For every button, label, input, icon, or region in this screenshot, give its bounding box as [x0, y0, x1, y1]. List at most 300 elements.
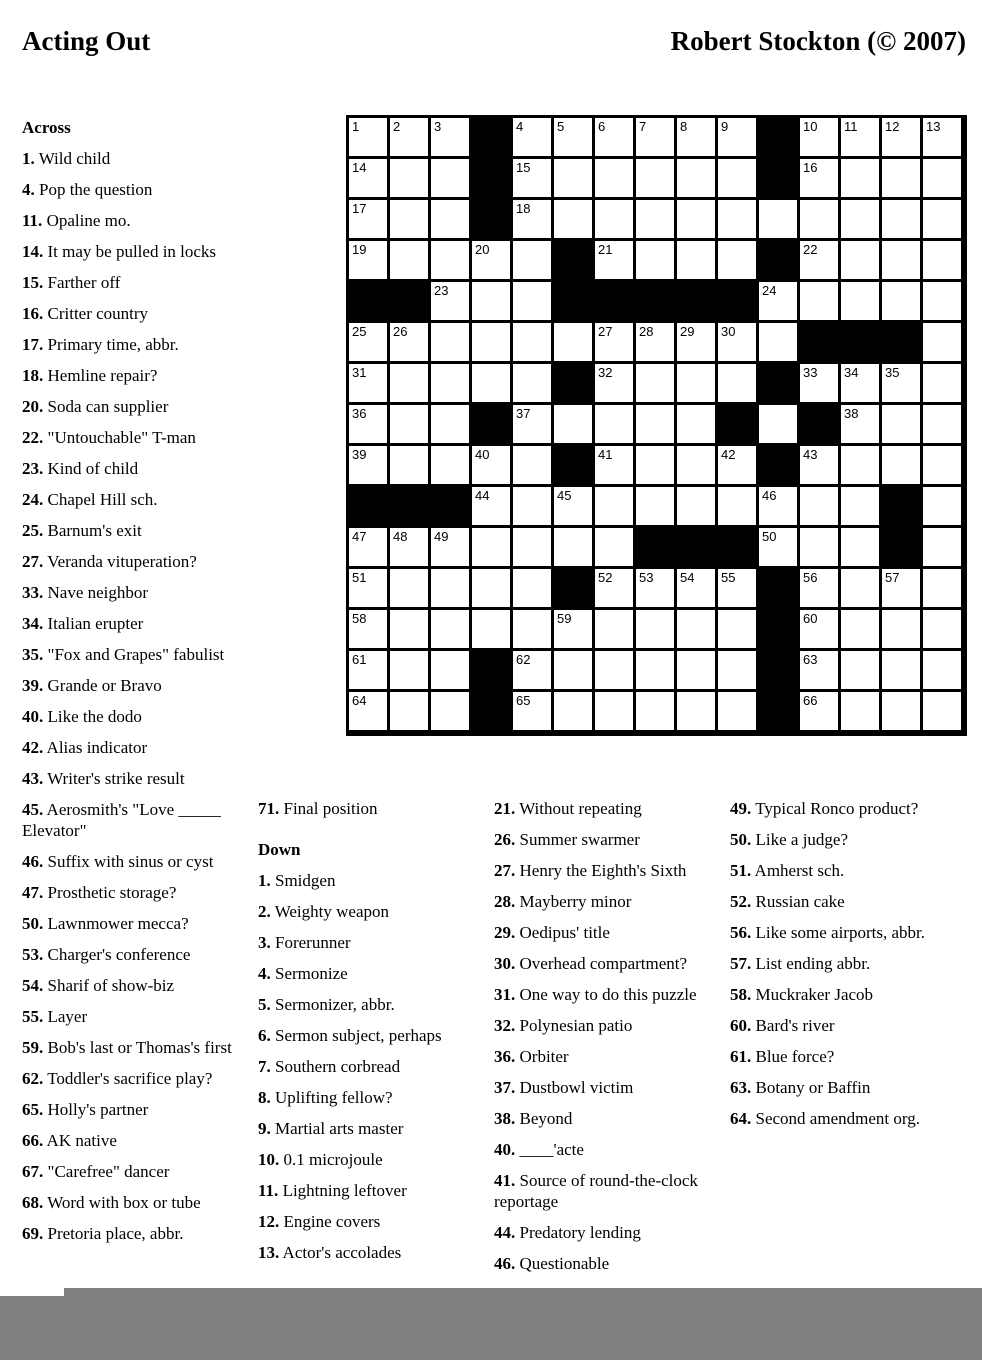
grid-cell[interactable] [759, 323, 797, 361]
grid-cell[interactable] [718, 446, 756, 484]
clue-text: "Fox and Grapes" fabulist [43, 645, 225, 664]
grid-cell[interactable] [677, 405, 715, 443]
clue-number: 4. [258, 964, 271, 983]
grid-cell[interactable] [841, 241, 879, 279]
black-square [472, 405, 510, 443]
grid-cell[interactable] [841, 364, 879, 402]
grid-cell[interactable] [513, 323, 551, 361]
grid-cell[interactable] [390, 405, 428, 443]
grid-cell[interactable] [800, 159, 838, 197]
clue-number: 6. [258, 1026, 271, 1045]
grid-cell[interactable] [554, 528, 592, 566]
clue-text: Blue force? [751, 1047, 835, 1066]
clue-text: Russian cake [751, 892, 845, 911]
grid-cell[interactable] [841, 487, 879, 525]
grid-cell[interactable] [513, 241, 551, 279]
black-square [472, 651, 510, 689]
grid-cell[interactable] [595, 159, 633, 197]
clue-text: Weighty weapon [270, 902, 389, 921]
grid-cell[interactable] [800, 446, 838, 484]
down-clue [730, 922, 960, 943]
grid-cell[interactable] [431, 200, 469, 238]
grid-cell[interactable] [472, 569, 510, 607]
cell-number: 60 [803, 611, 818, 626]
grid-cell[interactable] [636, 692, 674, 730]
across-clue [22, 675, 242, 696]
down-clue [258, 1056, 478, 1077]
grid-cell[interactable] [759, 487, 797, 525]
grid-cell[interactable] [841, 569, 879, 607]
clue-number: 47. [22, 883, 44, 902]
grid-cell[interactable] [390, 364, 428, 402]
grid-cell[interactable] [882, 610, 920, 648]
grid-cell[interactable] [513, 446, 551, 484]
grid-cell[interactable] [472, 364, 510, 402]
down-clue [494, 953, 714, 974]
grid-cell[interactable] [759, 528, 797, 566]
grid-cell[interactable] [882, 200, 920, 238]
grid-cell[interactable] [554, 487, 592, 525]
grid-cell[interactable] [349, 241, 387, 279]
grid-cell[interactable] [513, 610, 551, 648]
across-clue [22, 768, 242, 789]
grid-cell[interactable] [390, 159, 428, 197]
grid-cell[interactable] [677, 569, 715, 607]
clue-number: 1. [22, 149, 35, 168]
grid-cell[interactable] [595, 487, 633, 525]
grid-cell[interactable] [882, 282, 920, 320]
down-clue [258, 994, 478, 1015]
clue-number: 55. [22, 1007, 44, 1026]
grid-cell[interactable] [677, 487, 715, 525]
clue-text: Chapel Hill sch. [43, 490, 158, 509]
grid-cell[interactable] [677, 364, 715, 402]
grid-cell[interactable] [923, 405, 961, 443]
clue-number: 27. [494, 861, 516, 880]
cell-number: 31 [352, 365, 367, 380]
grid-cell[interactable] [595, 364, 633, 402]
grid-cell[interactable] [431, 569, 469, 607]
grid-cell[interactable] [431, 364, 469, 402]
clue-number: 49. [730, 799, 752, 818]
grid-cell[interactable] [800, 528, 838, 566]
grid-cell[interactable] [472, 528, 510, 566]
grid-cell[interactable] [677, 159, 715, 197]
grid-cell[interactable] [923, 323, 961, 361]
grid-cell[interactable] [349, 610, 387, 648]
black-square [800, 323, 838, 361]
grid-cell[interactable] [923, 487, 961, 525]
crossword-grid [346, 115, 967, 736]
grid-cell[interactable] [595, 405, 633, 443]
grid-cell[interactable] [390, 528, 428, 566]
clue-text: Pop the question [34, 180, 153, 199]
cell-number: 30 [721, 324, 736, 339]
grid-cell[interactable] [349, 323, 387, 361]
clue-number: 11. [22, 211, 43, 230]
across-clue [22, 303, 242, 324]
grid-cell[interactable] [390, 610, 428, 648]
down-clue [494, 984, 714, 1005]
grid-cell[interactable] [923, 692, 961, 730]
grid-cell[interactable] [923, 282, 961, 320]
grid-cell[interactable] [554, 323, 592, 361]
grid-cell[interactable] [513, 118, 551, 156]
clue-number: 27. [22, 552, 44, 571]
cell-number: 22 [803, 242, 818, 257]
grid-cell[interactable] [431, 241, 469, 279]
grid-cell[interactable] [554, 610, 592, 648]
grid-cell[interactable] [472, 241, 510, 279]
grid-cell[interactable] [800, 651, 838, 689]
clue-number: 37. [494, 1078, 516, 1097]
across-clue [22, 334, 242, 355]
grid-cell[interactable] [595, 118, 633, 156]
grid-cell[interactable] [431, 323, 469, 361]
black-square [390, 487, 428, 525]
grid-cell[interactable] [718, 200, 756, 238]
grid-cell[interactable] [759, 200, 797, 238]
grid-cell[interactable] [718, 692, 756, 730]
grid-cell[interactable] [554, 651, 592, 689]
clue-text: Pretoria place, abbr. [43, 1224, 184, 1243]
cell-number: 7 [639, 119, 647, 134]
clue-number: 52. [730, 892, 752, 911]
grid-cell[interactable] [882, 241, 920, 279]
cell-number: 44 [475, 488, 490, 503]
grid-cell[interactable] [349, 200, 387, 238]
grid-cell[interactable] [677, 323, 715, 361]
grid-cell[interactable] [554, 200, 592, 238]
grid-cell[interactable] [677, 200, 715, 238]
cell-number: 42 [721, 447, 736, 462]
clue-number: 59. [22, 1038, 44, 1057]
grid-cell[interactable] [349, 405, 387, 443]
grid-cell[interactable] [636, 200, 674, 238]
black-square [554, 282, 592, 320]
grid-cell[interactable] [431, 528, 469, 566]
grid-cell[interactable] [882, 569, 920, 607]
grid-cell[interactable] [841, 200, 879, 238]
grid-cell[interactable] [882, 692, 920, 730]
grid-cell[interactable] [554, 118, 592, 156]
clue-text: Predatory lending [515, 1223, 641, 1242]
across-clue [22, 520, 242, 541]
clue-number: 13. [258, 1243, 280, 1262]
grid-cell[interactable] [923, 651, 961, 689]
grid-cell[interactable] [677, 610, 715, 648]
grid-cell[interactable] [349, 569, 387, 607]
clue-number: 67. [22, 1162, 44, 1181]
grid-cell[interactable] [800, 487, 838, 525]
clue-number: 25. [22, 521, 44, 540]
grid-cell[interactable] [513, 528, 551, 566]
grid-cell[interactable] [841, 159, 879, 197]
across-clue [22, 365, 242, 386]
grid-cell[interactable] [636, 241, 674, 279]
grid-cell[interactable] [431, 692, 469, 730]
grid-cell[interactable] [595, 651, 633, 689]
clue-text: One way to do this puzzle [515, 985, 697, 1004]
grid-cell[interactable] [554, 159, 592, 197]
grid-cell[interactable] [841, 528, 879, 566]
black-square [759, 241, 797, 279]
grid-cell[interactable] [841, 282, 879, 320]
grid-cell[interactable] [595, 692, 633, 730]
down-clue [258, 870, 478, 891]
black-square [677, 528, 715, 566]
black-square [759, 364, 797, 402]
grid-cell[interactable] [595, 241, 633, 279]
grid-cell[interactable] [636, 487, 674, 525]
grid-cell[interactable] [800, 364, 838, 402]
grid-cell[interactable] [923, 569, 961, 607]
clue-text: ____'acte [515, 1140, 584, 1159]
across-clue [22, 210, 242, 231]
grid-cell[interactable] [513, 692, 551, 730]
down-clue [494, 922, 714, 943]
cell-number: 24 [762, 283, 777, 298]
grid-cell[interactable] [472, 323, 510, 361]
grid-cell[interactable] [349, 528, 387, 566]
grid-cell[interactable] [472, 446, 510, 484]
across-clue [22, 851, 242, 872]
clue-text: Second amendment org. [751, 1109, 920, 1128]
cell-number: 25 [352, 324, 367, 339]
grid-cell[interactable] [800, 200, 838, 238]
grid-cell[interactable] [431, 651, 469, 689]
grid-cell[interactable] [595, 528, 633, 566]
grid-cell[interactable] [923, 118, 961, 156]
grid-cell[interactable] [513, 405, 551, 443]
cell-number: 3 [434, 119, 442, 134]
grid-cell[interactable] [431, 610, 469, 648]
grid-cell[interactable] [513, 364, 551, 402]
down-clue [258, 1211, 478, 1232]
black-square [882, 487, 920, 525]
grid-cell[interactable] [554, 405, 592, 443]
grid-cell[interactable] [636, 610, 674, 648]
clue-text: Barnum's exit [43, 521, 142, 540]
grid-cell[interactable] [349, 118, 387, 156]
grid-cell[interactable] [759, 405, 797, 443]
grid-cell[interactable] [800, 282, 838, 320]
grid-cell[interactable] [841, 405, 879, 443]
grid-cell[interactable] [472, 487, 510, 525]
grid-cell[interactable] [636, 405, 674, 443]
grid-cell[interactable] [677, 118, 715, 156]
grid-cell[interactable] [636, 651, 674, 689]
across-clue [22, 1099, 242, 1120]
across-clue [22, 241, 242, 262]
across-clue [22, 799, 242, 841]
grid-cell[interactable] [472, 282, 510, 320]
grid-cell[interactable] [431, 446, 469, 484]
down-clue [258, 901, 478, 922]
grid-cell[interactable] [882, 159, 920, 197]
grid-cell[interactable] [431, 282, 469, 320]
down-clue [730, 1108, 960, 1129]
cell-number: 11 [844, 119, 858, 134]
grid-cell[interactable] [390, 446, 428, 484]
grid-cell[interactable] [923, 610, 961, 648]
clue-number: 40. [494, 1140, 516, 1159]
grid-cell[interactable] [923, 528, 961, 566]
grid-cell[interactable] [636, 569, 674, 607]
down-clue [494, 1108, 714, 1129]
grid-cell[interactable] [677, 446, 715, 484]
grid-cell[interactable] [882, 364, 920, 402]
clue-text: Uplifting fellow? [270, 1088, 393, 1107]
black-square [554, 569, 592, 607]
black-square [431, 487, 469, 525]
black-square [841, 323, 879, 361]
grid-cell[interactable] [923, 446, 961, 484]
across-clue [22, 882, 242, 903]
down-clue [730, 1015, 960, 1036]
grid-cell[interactable] [554, 692, 592, 730]
clue-text: Muckraker Jacob [751, 985, 874, 1004]
grid-cell[interactable] [718, 651, 756, 689]
black-square [554, 364, 592, 402]
across-clue [22, 913, 242, 934]
clue-text: Wild child [34, 149, 111, 168]
grid-cell[interactable] [718, 364, 756, 402]
grid-cell[interactable] [800, 118, 838, 156]
grid-cell[interactable] [923, 159, 961, 197]
grid-cell[interactable] [390, 118, 428, 156]
grid-cell[interactable] [595, 200, 633, 238]
cell-number: 45 [557, 488, 572, 503]
down-clue [730, 984, 960, 1005]
clue-number: 2. [258, 902, 271, 921]
grid-cell[interactable] [349, 692, 387, 730]
clue-text: Questionable [515, 1254, 610, 1273]
grid-cell[interactable] [349, 446, 387, 484]
cell-number: 34 [844, 365, 859, 380]
grid-cell[interactable] [882, 651, 920, 689]
grid-cell[interactable] [718, 323, 756, 361]
clue-number: 14. [22, 242, 44, 261]
grid-cell[interactable] [595, 610, 633, 648]
across-clue [22, 737, 242, 758]
grid-cell[interactable] [349, 159, 387, 197]
grid-cell[interactable] [718, 241, 756, 279]
down-clue [730, 798, 960, 819]
clue-text: 0.1 microjoule [279, 1150, 383, 1169]
grid-cell[interactable] [595, 446, 633, 484]
grid-cell[interactable] [841, 610, 879, 648]
grid-cell[interactable] [841, 446, 879, 484]
clue-number: 15. [22, 273, 44, 292]
down-clue [730, 1077, 960, 1098]
grid-cell[interactable] [718, 487, 756, 525]
clue-text: Engine covers [279, 1212, 381, 1231]
grid-cell[interactable] [513, 200, 551, 238]
grid-cell[interactable] [677, 241, 715, 279]
grid-cell[interactable] [390, 241, 428, 279]
cell-number: 12 [885, 119, 900, 134]
grid-cell[interactable] [636, 364, 674, 402]
grid-cell[interactable] [472, 610, 510, 648]
grid-cell[interactable] [800, 692, 838, 730]
grid-cell[interactable] [390, 651, 428, 689]
clue-number: 30. [494, 954, 516, 973]
grid-cell[interactable] [882, 405, 920, 443]
grid-cell[interactable] [431, 159, 469, 197]
grid-cell[interactable] [513, 569, 551, 607]
grid-cell[interactable] [636, 323, 674, 361]
clue-text: Sermon subject, perhaps [270, 1026, 442, 1045]
grid-cell[interactable] [923, 200, 961, 238]
grid-cell[interactable] [800, 610, 838, 648]
clue-text: Layer [43, 1007, 88, 1026]
grid-cell[interactable] [841, 651, 879, 689]
clue-text: Veranda vituperation? [43, 552, 197, 571]
grid-cell[interactable] [390, 200, 428, 238]
grid-cell[interactable] [513, 159, 551, 197]
down-clue [258, 963, 478, 984]
grid-cell[interactable] [677, 692, 715, 730]
grid-cell[interactable] [677, 651, 715, 689]
clue-number: 71. [258, 799, 280, 818]
clue-number: 35. [22, 645, 44, 664]
grid-cell[interactable] [718, 569, 756, 607]
grid-cell[interactable] [718, 118, 756, 156]
grid-cell[interactable] [759, 282, 797, 320]
grid-cell[interactable] [636, 159, 674, 197]
grid-cell[interactable] [349, 364, 387, 402]
grid-cell[interactable] [800, 241, 838, 279]
cell-number: 10 [803, 119, 818, 134]
grid-cell[interactable] [595, 323, 633, 361]
clue-text: Alias indicator [43, 738, 148, 757]
grid-cell[interactable] [513, 651, 551, 689]
grid-cell[interactable] [349, 651, 387, 689]
clue-number: 23. [22, 459, 44, 478]
grid-cell[interactable] [390, 569, 428, 607]
grid-cell[interactable] [513, 282, 551, 320]
grid-cell[interactable] [718, 610, 756, 648]
cell-number: 15 [516, 160, 531, 175]
clue-number: 26. [494, 830, 516, 849]
cell-number: 17 [352, 201, 367, 216]
grid-cell[interactable] [595, 569, 633, 607]
cell-number: 27 [598, 324, 613, 339]
across-clue [22, 613, 242, 634]
grid-cell[interactable] [841, 692, 879, 730]
grid-cell[interactable] [636, 446, 674, 484]
grid-cell[interactable] [513, 487, 551, 525]
black-square [718, 282, 756, 320]
grid-cell[interactable] [390, 692, 428, 730]
grid-cell[interactable] [923, 241, 961, 279]
grid-cell[interactable] [800, 569, 838, 607]
bottom-bar [0, 1288, 982, 1360]
grid-cell[interactable] [923, 364, 961, 402]
grid-cell[interactable] [431, 118, 469, 156]
cell-number: 38 [844, 406, 859, 421]
clue-number: 10. [258, 1150, 280, 1169]
grid-cell[interactable] [718, 159, 756, 197]
grid-cell[interactable] [390, 323, 428, 361]
grid-cell[interactable] [882, 446, 920, 484]
cell-number: 61 [352, 652, 367, 667]
grid-cell[interactable] [636, 118, 674, 156]
grid-cell[interactable] [841, 118, 879, 156]
grid-cell[interactable] [431, 405, 469, 443]
grid-cell[interactable] [882, 118, 920, 156]
